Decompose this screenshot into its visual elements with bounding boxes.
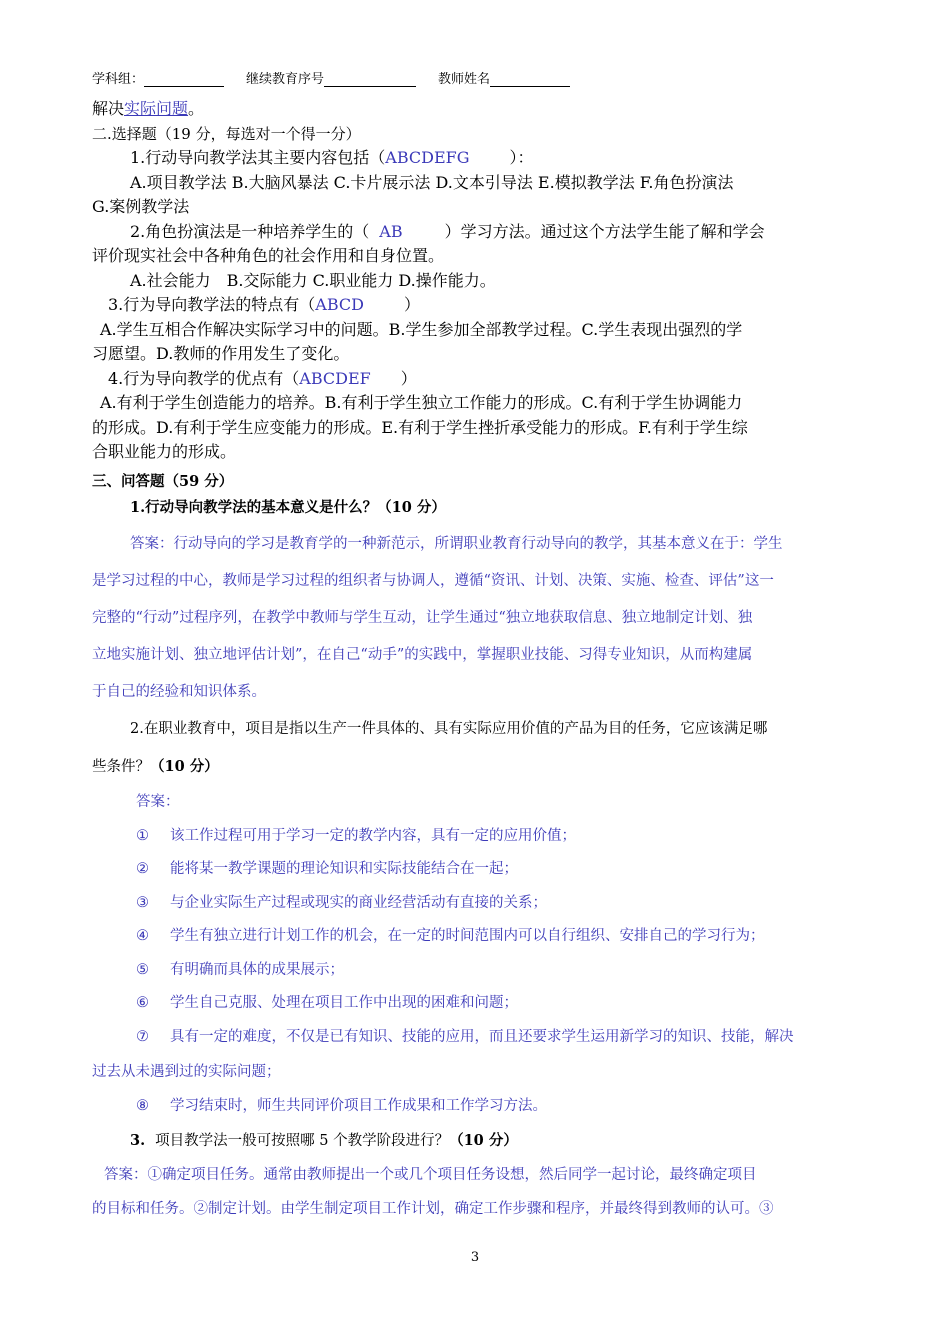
continuing-edu-label: 继续教育序号 [246,72,325,87]
question-4: 4.行为导向教学的优点有（ABCDEF ） [108,368,417,388]
condition-item-6: ⑥ 学生自己克服、处理在项目工作中出现的困难和问题； [136,995,518,1011]
question-2-options: A.社会能力 B.交际能力 C.职业能力 D.操作能力。 [130,270,496,290]
qa-question-1: 1.行动导向教学法的基本意义是什么？（10 分） [130,499,446,516]
condition-item-1: ① 该工作过程可用于学习一定的教学内容，具有一定的应用价值； [136,827,576,844]
question-1: 1.行动导向教学法其主要内容包括（ABCDEFG ）： [130,148,534,167]
qa-answer-3: 答案：①确定项目任务。通常由教师提出一个或几个项目任务设想，然后同学一起讨论，最终确定项目 的目标和任务。②制定计划。由学生制定项目工作计划，确定工作步骤和程序，并最终得到教师的认可。③ [92,1166,774,1217]
question-2-cont: 评价现实社会中各种角色的社会作用和自身位置。 [92,246,445,265]
condition-item-3: ③ 与企业实际生产过程或现实的商业经营活动有直接的关系； [136,894,547,911]
condition-item-4: ④ 学生有独立进行计划工作的机会，在一定的时间范围内可以自行组织、安排自己的学习行为； [136,928,765,944]
question-3-options-cont: 习愿望。D.教师的作用发生了变化。 [92,344,350,363]
continuation-line: 解决实际问题。 [92,99,205,118]
answer-q2: AB [379,221,403,241]
question-4-options-cont: 的形成。D.有利于学生应变能力的形成。E.有利于学生挫折承受能力的形成。F.有利于学生综 [92,417,748,437]
answer-q1: ABCDEFG [385,148,470,167]
section-title-qa: 三、问答题（59 分） [92,473,234,490]
question-1-options-cont: G.案例教学法 [92,197,190,216]
qa-answer-2 [92,786,862,1124]
qa-question-2: 2.在职业教育中，项目是指以生产一件具体的、具有实际应用价值的产品为目的任务，它应该满足哪 些条件？（10 分） [92,721,768,775]
question-4-options-cont2: 合职业能力的形成。 [92,442,237,461]
condition-item-2: ② 能将某一教学课题的理论知识和实际技能结合在一起； [136,861,518,877]
question-1-options: A.项目教学法 B.大脑风暴法 C.卡片展示法 D.文本引导法 E.模拟教学法 F.角色扮演法 [130,172,734,192]
page-header [92,68,570,87]
condition-item-7-cont: 过去从未遇到过的实际问题； [92,1064,281,1080]
condition-item-8: ⑧ 学习结束时，师生共同评价项目工作成果和工作学习方法。 [136,1098,547,1114]
qa-section [92,470,862,1226]
answer-q3: ABCD [315,295,364,314]
qa-question-3: 3. 项目教学法一般可按照哪 5 个教学阶段进行？（10 分） [130,1131,518,1149]
teacher-name-blank [490,72,570,87]
answer-q4: ABCDEF [299,368,371,388]
choice-section [92,97,862,465]
subject-group-blank [144,72,224,87]
answer-label: 答案： [136,794,180,810]
hyperlink-actual-problem[interactable]: 实际问题 [124,99,189,118]
section-title-choice: 二.选择题（19 分，每选对一个得一分） [92,124,361,143]
condition-item-5: ⑤ 有明确而具体的成果展示； [136,961,344,978]
question-2: 2.角色扮演法是一种培养学生的（ AB ）学习方法。通过这个方法学生能了解和学会 [130,221,765,241]
subject-group-label: 学科组： [92,72,145,87]
page-number: 3 [470,1250,480,1265]
qa-answer-1: 答案：行动导向的学习是教育学的一种新范示，所谓职业教育行动导向的教学，其基本意义在于：学生 是学习过程的中心，教师是学习过程的组织者与协调人，遵循“资讯、计划、决策、实施、检查、评估”这一 完整的“行动”过程序列，在教学中教师与学生互动，让学生通过“独立地获取信息、独立地制定计划、独 立地实施计划、独立地评估计划”，在自己“动手”的实践中，掌握职业技能、习得专业知识，从而构建属 于自己的经验和知识体系。 [92,536,783,700]
continuing-edu-blank [324,72,416,87]
question-3: 3.行为导向教学法的特点有（ABCD ） [108,295,420,314]
teacher-name-label: 教师姓名 [438,72,491,87]
question-3-options: A.学生互相合作解决实际学习中的问题。B.学生参加全部教学过程。C.学生表现出强烈的学 [100,319,743,339]
condition-item-7: ⑦ 具有一定的难度，不仅是已有知识、技能的应用，而且还要求学生运用新学习的知识、技能，解决 [136,1028,794,1045]
question-4-options: A.有利于学生创造能力的培养。B.有利于学生独立工作能力的形成。C.有利于学生协调能力 [100,393,743,412]
